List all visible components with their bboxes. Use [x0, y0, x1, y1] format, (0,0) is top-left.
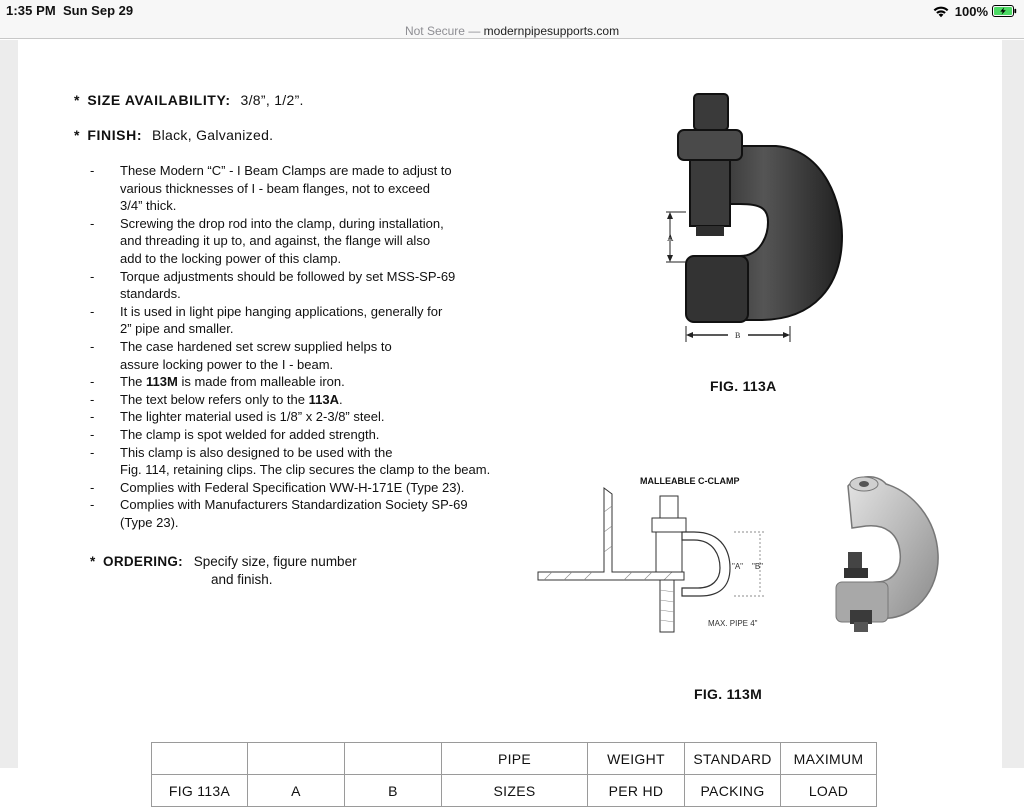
spec-table	[151, 742, 877, 807]
fig-113a-caption: FIG. 113A	[710, 378, 777, 394]
table-header-cell	[152, 743, 248, 775]
bullet-dash: -	[90, 409, 95, 425]
list-item	[90, 391, 560, 409]
bullet-dash: -	[90, 268, 95, 284]
table-header-load: LOAD	[781, 775, 877, 807]
bullet-text: These Modern “C” - I Beam Clamps are made to adjust to various thicknesses of I - beam flanges, not to exceed 3/4” thick.	[120, 163, 452, 214]
bullet-dash: -	[90, 338, 95, 354]
list-item	[90, 408, 560, 426]
address-bar[interactable]	[0, 22, 1024, 39]
bullet-dash: -	[90, 497, 95, 513]
finish	[74, 127, 273, 143]
bullet-dash: -	[90, 391, 95, 407]
address-domain: modernpipesupports.com	[483, 24, 620, 38]
bullet-text: This clamp is also designed to be used with the Fig. 114, retaining clips. The clip secures the clamp to the beam.	[120, 444, 491, 478]
bullet-text-model: 113A	[308, 391, 339, 407]
fig-113a-photo	[656, 86, 848, 348]
bullet-text: The clamp is spot welded for added strength.	[120, 426, 380, 442]
list-item	[90, 215, 560, 268]
max-pipe-label: MAX. PIPE 4"	[708, 619, 758, 628]
bullet-text: Screwing the drop rod into the clamp, during installation, and threading it up to, and against, the flange will also add to the locking power of this clamp.	[120, 215, 444, 266]
list-item	[90, 268, 560, 303]
bullet-text-post: is made from malleable iron.	[177, 374, 345, 390]
bullet-dash: -	[90, 303, 95, 319]
list-item	[90, 496, 560, 531]
table-header-fig: FIG 113A	[152, 775, 248, 807]
size-value: 3/8”, 1/2”.	[240, 92, 304, 108]
bullet-dash: -	[90, 163, 95, 178]
bullet-dash: -	[90, 374, 95, 390]
wifi-icon	[932, 4, 950, 18]
list-item	[90, 338, 560, 373]
scanned-document[interactable]	[18, 40, 1002, 799]
finish-star: *	[74, 127, 80, 143]
battery-percent: 100%	[954, 3, 988, 19]
bullet-text	[120, 391, 560, 409]
battery-charging-icon	[992, 5, 1017, 17]
address-text[interactable]	[405, 24, 619, 38]
table-header-sizes: SIZES	[442, 775, 588, 807]
bullet-text: The case hardened set screw supplied helps to assure locking power to the I - beam.	[120, 338, 392, 372]
table-header-row-top	[152, 743, 877, 775]
finish-label: FINISH:	[87, 127, 143, 143]
status-time: 1:35 PM	[6, 3, 56, 18]
not-secure-label: Not Secure	[404, 24, 465, 38]
bullet-text-post: .	[338, 391, 343, 407]
status-right-group	[932, 2, 1017, 20]
list-item	[90, 444, 560, 479]
bullet-text: Torque adjustments should be followed by set MSS-SP-69 standards.	[120, 268, 456, 302]
ordering-line2: and finish.	[211, 572, 273, 587]
feature-list	[90, 162, 560, 531]
list-item	[90, 303, 560, 338]
bullet-text: Complies with Manufacturers Standardization Society SP-69 (Type 23).	[120, 497, 468, 530]
bullet-dash: -	[90, 215, 95, 231]
fig-113m-drawing	[534, 472, 784, 642]
bullet-text-pre: The text below refers only to the	[120, 391, 309, 407]
bullet-text: The lighter material used is 1/8” x 2-3/8” steel.	[120, 409, 385, 425]
drawing-dim-b: "B"	[752, 562, 764, 571]
table-header-a: A	[248, 775, 345, 807]
fig-113m-photo	[828, 472, 943, 634]
table-header-maximum: MAXIMUM	[781, 743, 877, 775]
fig-113a-dim-a: A	[667, 233, 674, 243]
ordering	[90, 554, 357, 569]
bullet-dash: -	[90, 426, 95, 442]
bullet-text: It is used in light pipe hanging applications, generally for 2” pipe and smaller.	[120, 303, 443, 337]
table-header-packing: PACKING	[685, 775, 781, 807]
table-header-pipe: PIPE	[442, 743, 588, 775]
fig-113m-caption: FIG. 113M	[694, 686, 763, 702]
fig-113a-dim-b: B	[735, 331, 741, 340]
table-header-standard: STANDARD	[685, 743, 781, 775]
bullet-text-pre: The	[120, 374, 147, 390]
table-header-row-bottom	[152, 775, 877, 807]
address-separator: —	[468, 24, 481, 38]
ordering-label: ORDERING:	[103, 554, 183, 569]
table-header-cell	[345, 743, 442, 775]
bullet-dash: -	[90, 444, 95, 460]
drawing-dim-a: "A"	[732, 562, 744, 571]
size-label: SIZE AVAILABILITY:	[87, 92, 231, 108]
table-header-b: B	[345, 775, 442, 807]
table-header-weight: WEIGHT	[588, 743, 685, 775]
list-item	[90, 479, 560, 497]
drawing-title: MALLEABLE C-CLAMP	[640, 476, 740, 486]
table-header-cell	[248, 743, 345, 775]
finish-value: Black, Galvanized.	[152, 127, 274, 143]
bullet-text: Complies with Federal Specification WW-H-171E (Type 23).	[120, 479, 465, 495]
list-item	[90, 162, 560, 215]
list-item	[90, 373, 560, 391]
size-availability	[74, 92, 304, 108]
ordering-star: *	[90, 554, 96, 569]
list-item	[90, 426, 560, 444]
table-header-per-hd: PER HD	[588, 775, 685, 807]
ios-status-bar	[0, 0, 1024, 22]
bullet-dash: -	[90, 479, 95, 495]
bullet-text	[120, 373, 560, 391]
ordering-line1: Specify size, figure number	[193, 554, 357, 569]
size-star: *	[74, 92, 80, 108]
bullet-text-model: 113M	[146, 374, 178, 390]
status-date: Sun Sep 29	[63, 3, 134, 18]
